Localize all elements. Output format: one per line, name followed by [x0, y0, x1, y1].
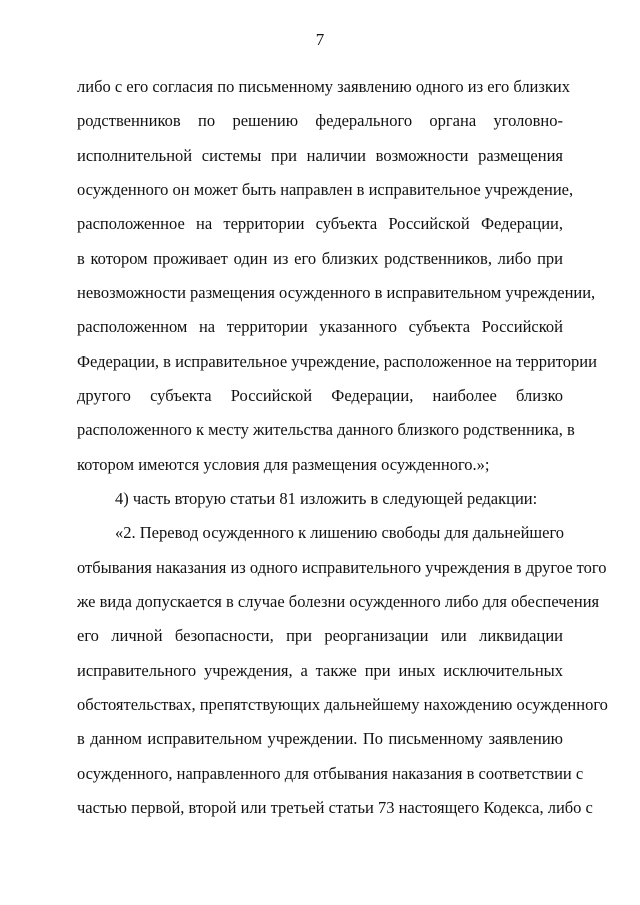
text-line-7: невозможности размещения осужденного в исправительном учреждении, — [77, 283, 596, 302]
text-line-16: же вида допускается в случае болезни осужденного либо для обеспечения — [77, 592, 600, 611]
text-line-4: осужденного он может быть направлен в исправительное учреждение, — [77, 180, 574, 199]
text-line-22: частью первой, второй или третьей статьи 73 настоящего Кодекса, либо с — [77, 798, 593, 817]
text-line-14: «2. Перевод осужденного к лишению свободы для дальнейшего — [115, 523, 565, 542]
text-line-1: либо с его согласия по письменному заявлению одного из его близких — [77, 77, 571, 96]
text-line-3: исполнительной системы при наличии возможности размещения — [77, 146, 563, 165]
text-line-18: исправительного учреждения, а также при иных исключительных — [77, 661, 563, 680]
text-line-8: расположенном на территории указанного субъекта Российской — [77, 317, 563, 336]
text-line-10: другого субъекта Российской Федерации, наиболее близко — [77, 386, 563, 405]
text-line-17: его личной безопасности, при реорганизации или ликвидации — [77, 626, 563, 645]
text-line-2: родственников по решению федерального органа уголовно- — [77, 111, 563, 130]
page-number: 7 — [315, 30, 325, 49]
text-line-9: Федерации, в исправительное учреждение, расположенное на территории — [77, 352, 597, 371]
text-line-5: расположенное на территории субъекта Российской Федерации, — [77, 214, 563, 233]
text-line-13: 4) часть вторую статьи 81 изложить в следующей редакции: — [115, 489, 538, 508]
text-line-15: отбывания наказания из одного исправительного учреждения в другое того — [77, 558, 607, 577]
text-line-21: осужденного, направленного для отбывания наказания в соответствии с — [77, 764, 584, 783]
text-line-11: расположенного к месту жительства данного близкого родственника, в — [77, 420, 575, 439]
text-line-20: в данном исправительном учреждении. По письменному заявлению — [77, 729, 563, 748]
text-line-12: котором имеются условия для размещения осужденного.»; — [77, 455, 490, 474]
text-line-19: обстоятельствах, препятствующих дальнейшему нахождению осужденного — [77, 695, 608, 714]
text-line-6: в котором проживает один из его близких родственников, либо при — [77, 249, 563, 268]
